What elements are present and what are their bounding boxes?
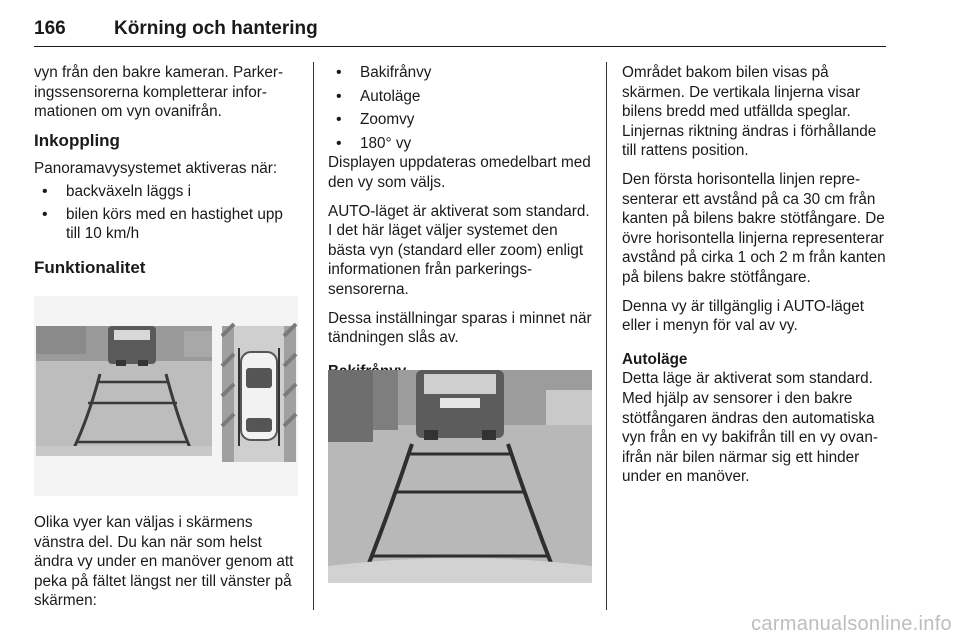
list-item: • backväxeln läggs i bbox=[34, 182, 300, 202]
rear-view-image bbox=[328, 370, 592, 583]
column-3 bbox=[622, 63, 890, 496]
watermark: carmanualsonline.info bbox=[751, 613, 952, 635]
list-item: • Bakifrånvy bbox=[328, 63, 592, 83]
list-item: • bilen körs med en hastighet upp till 10 km/h bbox=[34, 205, 300, 244]
heading-autolage: Autoläge bbox=[622, 350, 688, 368]
page-header bbox=[34, 8, 886, 47]
view-options-list bbox=[328, 63, 592, 153]
column-2 bbox=[328, 63, 592, 381]
list-item: • Zoomvy bbox=[328, 110, 592, 130]
rear-camera-view bbox=[36, 326, 212, 456]
auto-paragraph: Detta läge är aktiverat som standard. Med hjälp av sensorer i den bakre stötfångaren ändras den automatiska vyn från en vy bakifrån till en vy ovanifrån när bilen närmar sig ett hinder under en manöver. bbox=[622, 370, 878, 486]
panorama-split-view-image bbox=[34, 296, 298, 496]
activation-text: Panoramavysystemet aktiveras när: bbox=[34, 160, 278, 178]
view-selection-text: Olika vyer kan väljas i skärmens vänstra del. Du kan när som helst ändra vy under en manöver genom att peka på fältet längst ner till vänster på skärmen: bbox=[34, 514, 294, 610]
column-divider bbox=[313, 62, 314, 610]
display-paragraph: Displayen uppdateras omedelbart med den vy som väljs. bbox=[328, 154, 591, 191]
auto-mode-paragraph: AUTO-läget är aktiverat som standard. I det här läget väljer systemet den bästa vyn (standard eller zoom) enligt informationen från parkeringssensorerna. bbox=[328, 202, 590, 298]
distance-paragraph: Den första horisontella linjen representerar ett avstånd på ca 30 cm från kanten på bilens bakre stötfångare. De övre horisontella linjerna representerar avstånd på cirka 1 och 2 m från kanten på bilens bakre stötfångare. bbox=[622, 170, 886, 286]
page-number: 166 bbox=[34, 18, 66, 39]
top-down-view bbox=[222, 324, 296, 462]
column-divider bbox=[606, 62, 607, 610]
activation-list bbox=[34, 182, 300, 244]
settings-paragraph: Dessa inställningar sparas i minnet när tändningen slås av. bbox=[328, 309, 592, 347]
rear-view-paragraph: Området bakom bilen visas på skärmen. De vertikala linjerna visar bilens bredd med utfällda speglar. Linjernas riktning ändras i förhållande till rattens position. bbox=[622, 64, 877, 160]
heading-funktionalitet: Funktionalitet bbox=[34, 257, 146, 277]
column-1 bbox=[34, 63, 300, 286]
chapter-title: Körning och hantering bbox=[114, 18, 318, 39]
heading-inkoppling: Inkoppling bbox=[34, 130, 120, 150]
list-item: • Autoläge bbox=[328, 87, 592, 107]
intro-paragraph: vyn från den bakre kameran. Parkeringssensorerna kompletterar informationen om vyn ovanifrån. bbox=[34, 64, 284, 121]
list-item: • 180° vy bbox=[328, 134, 592, 154]
availability-paragraph: Denna vy är tillgänglig i AUTO-läget eller i menyn för val av vy. bbox=[622, 297, 865, 335]
